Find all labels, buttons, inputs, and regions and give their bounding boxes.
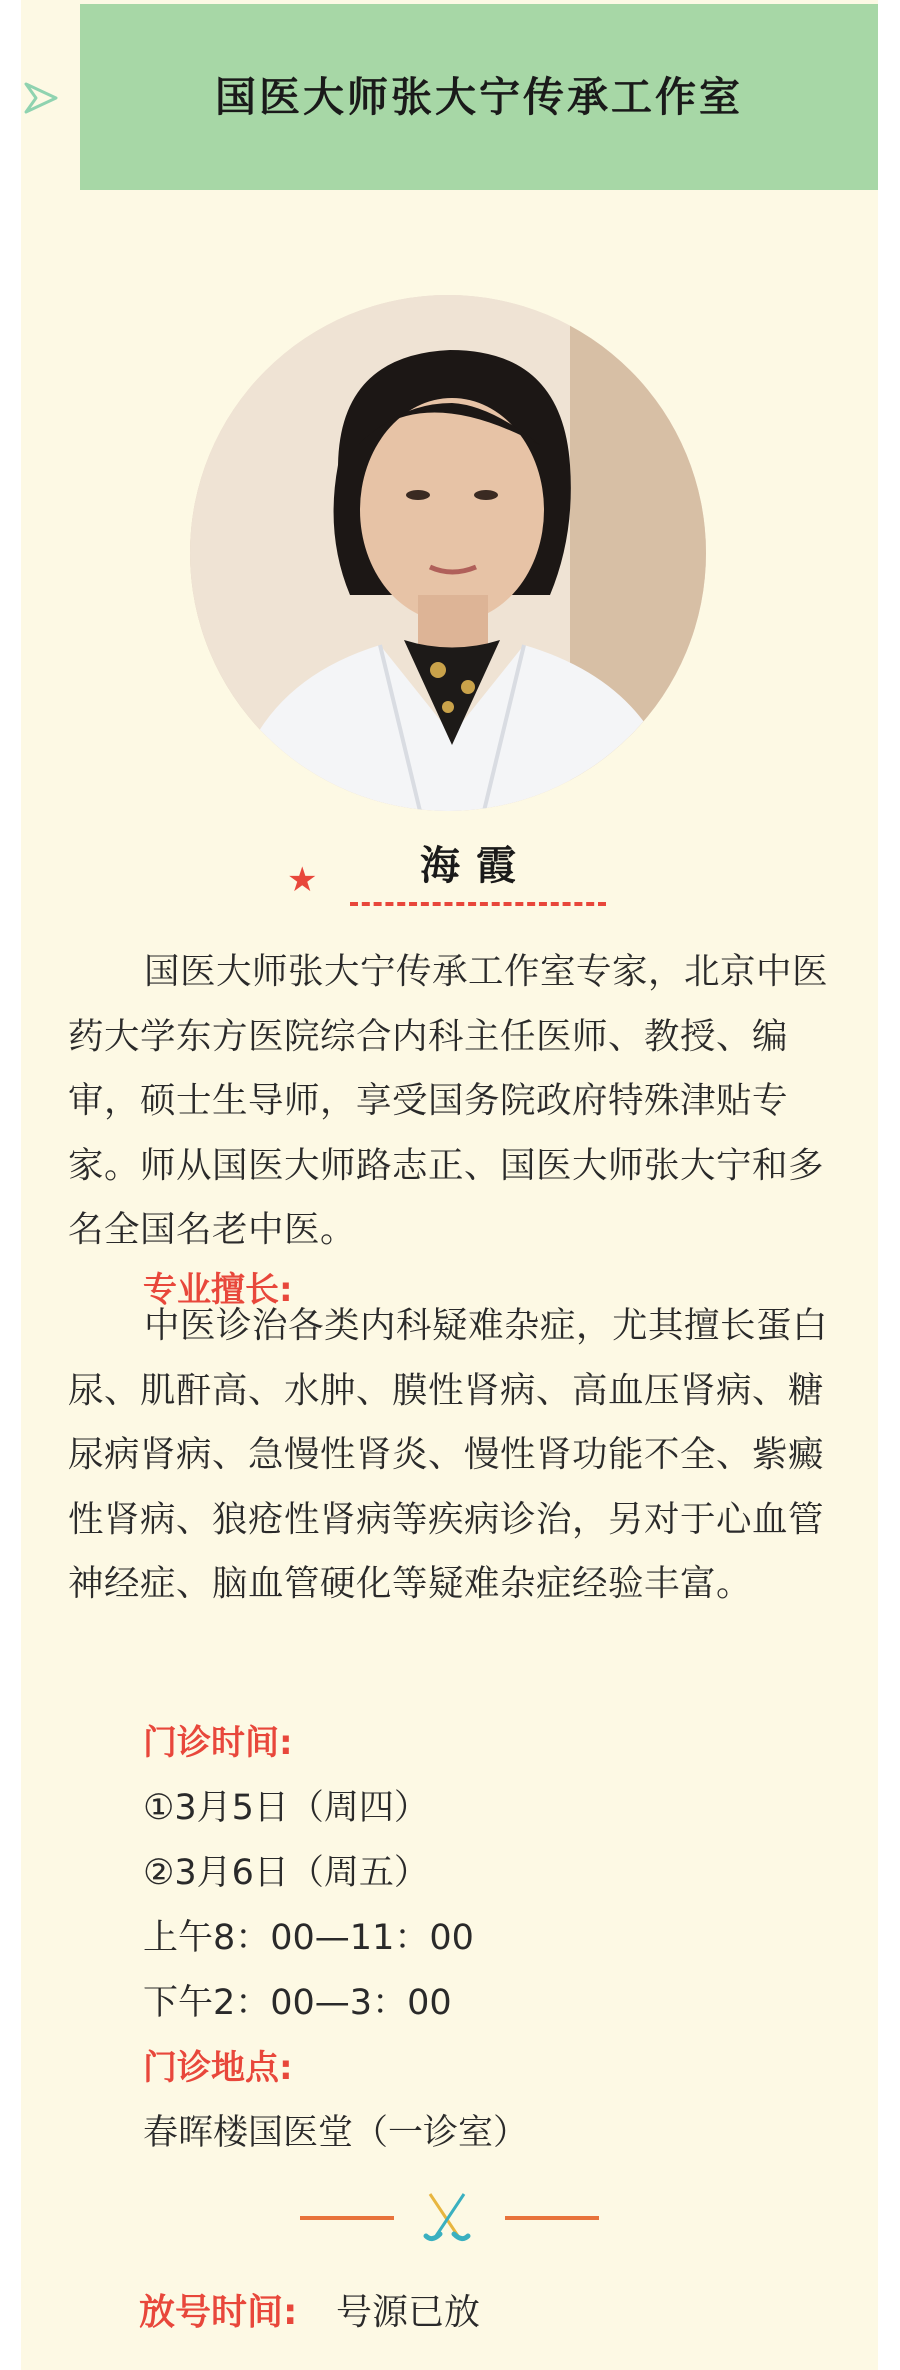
doctor-portrait-illustration (190, 295, 706, 811)
release-time-label: 放号时间: (139, 2292, 298, 2333)
specialty-label: 专业擅长: (143, 1270, 293, 1310)
header-banner (80, 4, 878, 190)
page-title: 国医大师张大宁传承工作室 (215, 72, 743, 121)
clinic-date-2: ②3月6日（周五） (143, 1853, 429, 1893)
golf-clubs-icon (420, 2190, 474, 2248)
star-icon: ★ (287, 860, 318, 900)
clinic-afternoon-hours: 下午2：00—3：00 (143, 1983, 452, 2023)
specialty-section (68, 1294, 838, 1617)
doctor-name: 海霞 (420, 843, 532, 889)
footer-divider-left (300, 2216, 394, 2220)
bio-intro: 国医大师张大宁传承工作室专家，北京中医药大学东方医院综合内科主任医师、教授、编审，硕士生导师，享受国务院政府特殊津贴专家。师从国医大师路志正、国医大师张大宁和多名全国名老中医。 (68, 951, 829, 1250)
footer-divider-right (505, 2216, 599, 2220)
clinic-location-place: 春晖楼国医堂（一诊室） (143, 2113, 529, 2153)
doctor-photo (190, 295, 706, 811)
clinic-date-1: ①3月5日（周四） (143, 1788, 429, 1828)
specialty-text: 中医诊治各类内科疑难杂症，尤其擅长蛋白尿、肌酐高、水肿、膜性肾病、高血压肾病、糖尿病肾病、急慢性肾炎、慢性肾功能不全、紫癜性肾病、狼疮性肾病等疾病诊治，另对于心血管神经症、脑血管硬化等疑难杂症经验丰富。 (68, 1305, 829, 1604)
arrow-icon (22, 80, 62, 116)
doctor-bio (68, 940, 838, 1263)
release-time-value: 号源已放 (336, 2292, 481, 2333)
clinic-morning-hours: 上午8：00—11：00 (143, 1918, 474, 1958)
name-underline-divider (350, 902, 606, 906)
clinic-location-label: 门诊地点: (143, 2048, 293, 2088)
clinic-time-label: 门诊时间: (143, 1723, 293, 1763)
